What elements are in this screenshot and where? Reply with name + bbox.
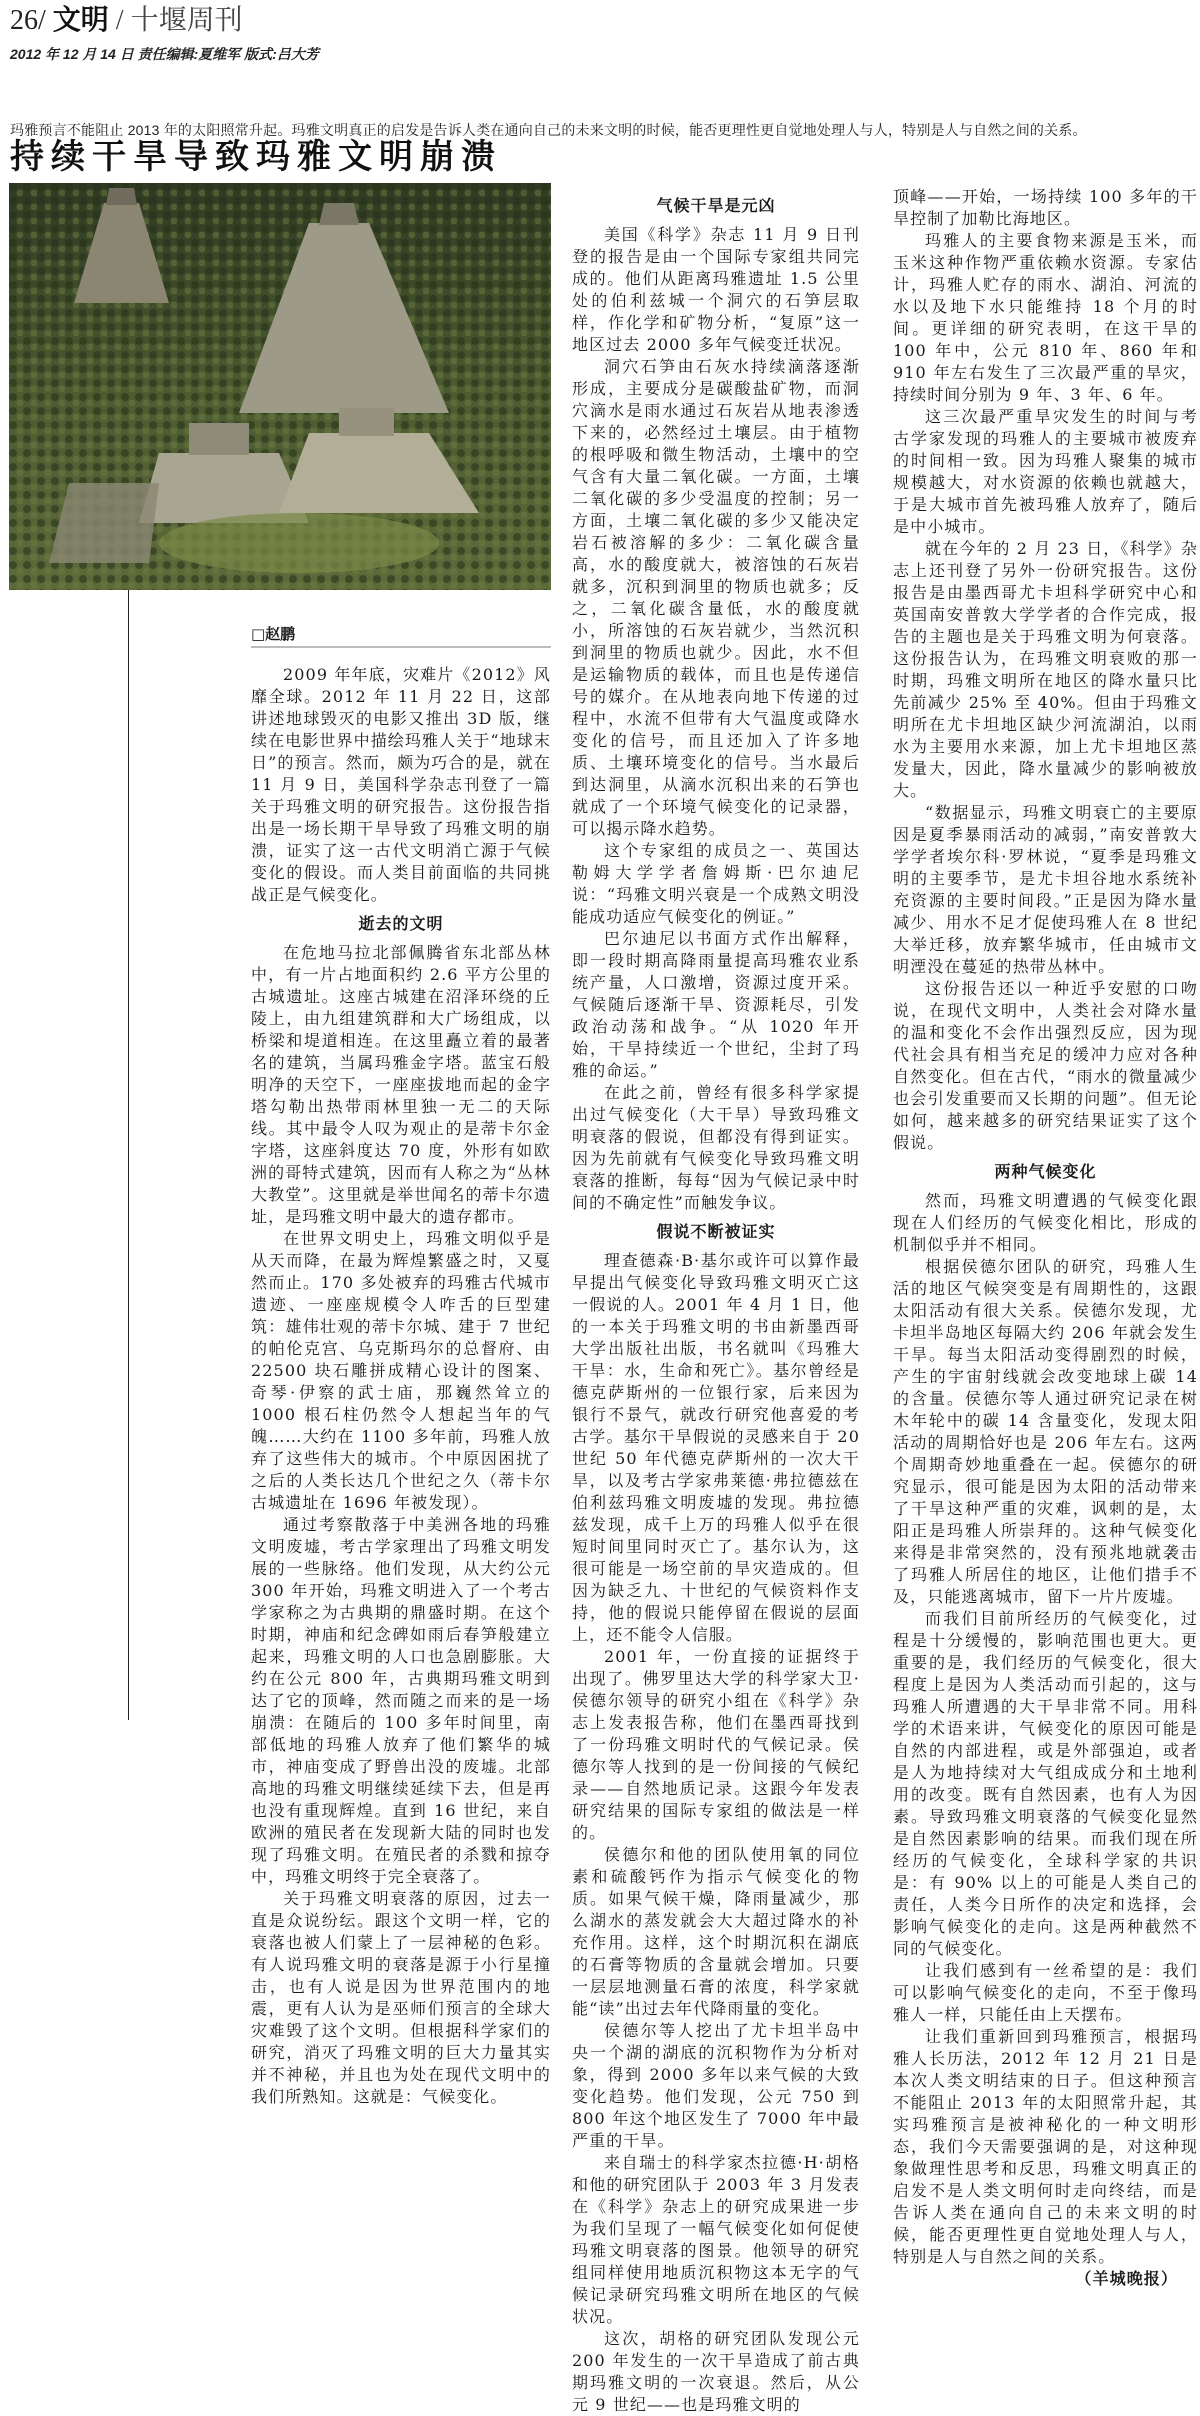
paragraph: 侯德尔和他的团队使用氧的同位素和硫酸钙作为指示气候变化的物质。如果气候干燥，降雨量减少，那么湖水的蒸发就会大大超过降水的补充作用。这样，这个时期沉积在湖底的石膏等物质的含量就会增加。只要一层层地测量石膏的浓度，科学家就能“读”出过去年代降雨量的变化。 [572,1845,860,2018]
paragraph: 美国《科学》杂志 11 月 9 日刊登的报告是由一个国际专家组共同完成的。他们从距离玛雅遗址 1.5 公里处的伯利兹城一个洞穴的石笋层取样，作化学和矿物分析，“复原”这一地区过去 2000 多年气候变迁状况。 [572,225,860,354]
article-column-3 [893,186,1198,2290]
column-divider [128,590,129,1720]
paragraph: 在世界文明史上，玛雅文明似乎是从天而降，在最为辉煌繁盛之时，又戛然而止。170 多处被弃的玛雅古代城市遗迹、一座座规模令人咋舌的巨型建筑：雄伟壮观的蒂卡尔城、建于 7 世纪的帕伦克宫、乌克斯玛尔的总督府、由 22500 块石雕拼成精心设计的图案、奇琴·伊察的武士庙，那巍然耸立的 1000 根石柱仍然令人想起当年的气魄……大约在 1100 多年前，玛雅人放弃了这些伟大的城市。个中原因困扰了之后的人类长达几个世纪之久（蒂卡尔古城遗址在 1696 年被发现）。 [251,1229,551,1512]
paragraph: 洞穴石笋由石灰水持续滴落逐渐形成，主要成分是碳酸盐矿物，而洞穴滴水是雨水通过石灰岩从地表渗透下来的，必然经过土壤层。由于植物的根呼吸和微生物活动，土壤中的空气含有大量二氧化碳。一方面，土壤二氧化碳的多少受温度的控制；另一方面，土壤二氧化碳的多少又能决定岩石被溶解的多少：二氧化碳含量高，水的酸度就大，被溶蚀的石灰岩就多，沉积到洞里的物质也就多；反之，二氧化碳含量低，水的酸度就小，所溶蚀的石灰岩就少，当然沉积到洞里的物质也就少。因此，水不但是运输物质的载体，而且也是传递信号的媒介。在从地表向地下传递的过程中，水流不但带有大气温度或降水变化的信号，而且还加入了许多地质、土壤环境变化的信号。当水最后到达洞里，从滴水沉积出来的石笋也就成了一个环境气候变化的记录器，可以揭示降水趋势。 [572,357,860,838]
paragraph: 玛雅人的主要食物来源是玉米，而玉米这种作物严重依赖水资源。专家估计，玛雅人贮存的雨水、湖泊、河流的水以及地下水只能维持 18 个月的时间。更详细的研究表明，在这干旱的 100 年中，公元 810 年、860 年和 910 年左右发生了三次最严重的旱灾，持续时间分别为 9 年、3 年、6 年。 [893,231,1198,404]
paragraph: 在此之前，曾经有很多科学家提出过气候变化（大干旱）导致玛雅文明衰落的假说，但都没有得到证实。因为先前就有气候变化导致玛雅文明衰落的推断，每每“因为气候记录中时间的不确定性”而触发争议。 [572,1083,860,1212]
section-name: 文明 [52,5,109,36]
paragraph: 侯德尔等人挖出了尤卡坦半岛中央一个湖的湖底的沉积物作为分析对象，得到 2000 多年以来气候的大致变化趋势。他们发现，公元 750 到 800 年这个地区发生了 7000 年中最严重的干旱。 [572,2021,860,2150]
paragraph: 就在今年的 2 月 23 日，《科学》杂志上还刊登了另外一份研究报告。这份报告是由墨西哥尤卡坦科学研究中心和英国南安普敦大学学者的合作完成，报告的主题也是关于玛雅文明为何衰落。这份报告认为，在玛雅文明衰败的那一时期，玛雅文明所在地区的降水量只比先前减少 25% 至 40%。但由于玛雅文明所在尤卡坦地区缺少河流湖泊，以雨水为主要用水来源，加上尤卡坦地区蒸发量大，因此，降水量减少的影响被放大。 [893,539,1198,800]
paragraph: 在危地马拉北部佩腾省东北部丛林中，有一片占地面积约 2.6 平方公里的古城遗址。这座古城建在沼泽环绕的丘陵上，由九组建筑群和大广场组成，以桥梁和堤道相连。在这里矗立着的最著名的建筑，当属玛雅金字塔。蓝宝石般明净的天空下，一座座拔地而起的金字塔勾勒出热带雨林里独一无二的天际线。其中最令人叹为观止的是蒂卡尔金字塔，这座斜度达 70 度，外形有如欧洲的哥特式建筑，因而有人称之为“丛林大教堂”。这里就是举世闻名的蒂卡尔遗址，是玛雅文明中最大的遗存都市。 [251,943,551,1226]
paragraph: 2001 年，一份直接的证据终于出现了。佛罗里达大学的科学家大卫·侯德尔领导的研究小组在《科学》杂志上发表报告称，他们在墨西哥找到了一份玛雅文明时代的气候记录。侯德尔等人找到的是一份间接的气候纪录——自然地质记录。这跟今年发表研究结果的国际专家组的做法是一样的。 [572,1647,860,1842]
header-separator: / [115,5,124,36]
paragraph: 关于玛雅文明衰落的原因，过去一直是众说纷纭。跟这个文明一样，它的衰落也被人们蒙上了一层神秘的色彩。有人说玛雅文明的衰落是源于小行星撞击，也有人说是因为世界范围内的地震，更有人认为是巫师们预言的全球大灾难毁了这个文明。但根据科学家们的研究，消灭了玛雅文明的巨大力量其实并不神秘，并且也为处在现代文明中的我们所熟知。这就是：气候变化。 [251,1889,551,2106]
paragraph: 这次，胡格的研究团队发现公元 200 年发生的一次干旱造成了前古典期玛雅文明的一次衰退。然后，从公元 9 世纪——也是玛雅文明的 [572,2329,860,2414]
section-heading: 两种气候变化 [994,1162,1097,1181]
article-source: （羊城晚报） [1075,2269,1178,2288]
section-heading: 逝去的文明 [358,914,444,933]
paragraph: 而我们目前所经历的气候变化，过程是十分缓慢的，影响范围也更大。更重要的是，我们经历的气候变化，很大程度上是因为人类活动而引起的，这与玛雅人所遭遇的大干旱非常不同。用科学的术语来讲，气候变化的原因可能是自然的内部进程，或是外部强迫，或者是人为地持续对大气组成成分和土地利用的改变。既有自然因素，也有人为因素。导致玛雅文明衰落的气候变化显然是自然因素影响的结果。而我们现在所经历的气候变化，全球科学家的共识是：有 90% 以上的可能是人类自己的责任，人类今日所作的决定和选择，会影响气候变化的走向。这是两种截然不同的气候变化。 [893,1609,1198,1958]
section-heading: 假说不断被证实 [656,1222,776,1241]
article-title: 持续干旱导致玛雅文明崩溃 [10,137,502,177]
paragraph: 这个专家组的成员之一、英国达勒姆大学学者詹姆斯·巴尔迪尼说：“玛雅文明兴衰是一个成熟文明没能成功适应气候变化的例证。” [572,841,860,926]
paragraph: 巴尔迪尼以书面方式作出解释，即一段时期高降雨量提高玛雅农业系统产量，人口激增，资源过度开采。气候随后逐渐干旱、资源耗尽，引发政治动荡和战争。“从 1020 年开始，干旱持续近一个世纪，尘封了玛雅的命运。” [572,929,860,1080]
paragraph: 2009 年年底，灾难片《2012》风靡全球。2012 年 11 月 22 日，这部讲述地球毁灭的电影又推出 3D 版，继续在电影世界中描绘玛雅人关于“地球末日”的预言。然而，颇为巧合的是，就在 11 月 9 日，美国科学杂志刊登了一篇关于玛雅文明的研究报告。这份报告指出是一场长期干旱导致了玛雅文明的崩溃，证实了这一古代文明消亡源于气候变化的假设。而人类目前面临的共同挑战正是气候变化。 [251,665,551,904]
paragraph: 这三次最严重旱灾发生的时间与考古学家发现的玛雅人的主要城市被废弃的时间相一致。因为玛雅人聚集的城市规模越大，对水资源的依赖也就越大，于是大城市首先被玛雅人放弃了，随后是中小城市。 [893,407,1198,536]
paragraph: 让我们感到有一丝希望的是：我们可以影响气候变化的走向，不至于像玛雅人一样，只能任由上天摆布。 [893,1961,1198,2024]
author-byline: □赵鹏 [251,623,551,648]
page-header [10,4,243,38]
photo-illustration [9,183,551,590]
paragraph: 然而，玛雅文明遭遇的气候变化跟现在人们经历的气候变化相比，形成的机制似乎并不相同。 [893,1191,1198,1254]
article-column-1 [251,664,551,2108]
paragraph: 让我们重新回到玛雅预言，根据玛雅人长历法，2012 年 12 月 21 日是本次人类文明结束的日子。但这种预言不能阻止 2013 年的太阳照常升起，其实玛雅预言是被神秘化的一种文明形态，我们今天需要强调的是，对这种现象做理性思考和反思，玛雅文明真正的启发不是人类文明何时走向终结，而是告诉人类在通向自己的未来文明的时候，能否更理性更自觉地处理人与人，特别是人与自然之间的关系。 [893,2027,1198,2266]
paragraph: 顶峰——开始，一场持续 100 多年的干旱控制了加勒比海地区。 [893,187,1198,228]
article-column-2 [572,188,860,2416]
paragraph: 根据侯德尔团队的研究，玛雅人生活的地区气候突变是有周期性的，这跟太阳活动有很大关系。侯德尔发现，尤卡坦半岛地区每隔大约 206 年就会发生干旱。每当太阳活动变得剧烈的时候，产生的宇宙射线就会改变地球上碳 14 的含量。侯德尔等人通过研究记录在树木年轮中的碳 14 含量变化，发现太阳活动的周期恰好也是 206 年左右。这两个周期奇妙地重叠在一起。侯德尔的研究显示，很可能是因为太阳的活动带来了干旱这种严重的灾难，讽刺的是，太阳正是玛雅人所崇拜的。这种气候变化来得是非常突然的，没有预兆地就袭击了玛雅人所居住的地区，让他们措手不及，只能逃离城市，留下一片片废墟。 [893,1257,1198,1606]
section-heading: 气候干旱是元凶 [656,196,776,215]
paragraph: 这份报告还以一种近乎安慰的口吻说，在现代文明中，人类社会对降水量的温和变化不会作出强烈反应，因为现代社会具有相当充足的缓冲力应对各种自然变化。但在古代，“雨水的微量减少也会引发重要而又长期的问题”。但无论如何，越来越多的研究结果证实了这个假说。 [893,979,1198,1152]
date-editor-line: 2012 年 12 月 14 日 责任编辑:夏维军 版式:吕大芳 [10,46,319,62]
article-subtitle: 玛雅预言不能阻止 2013 年的太阳照常升起。玛雅文明真正的启发是告诉人类在通向自己的未来文明的时候，能否更理性更自觉地处理人与人，特别是人与自然之间的关系。 [10,122,1087,138]
paragraph: 来自瑞士的科学家杰拉德·H·胡格和他的研究团队于 2003 年 3 月发表在《科学》杂志上的研究成果进一步为我们呈现了一幅气候变化如何促使玛雅文明衰落的图景。他领导的研究组同样使用地质沉积物这本无字的气候记录研究玛雅文明所在地区的气候状况。 [572,2153,860,2326]
page-number: 26/ [10,5,46,36]
paragraph: 通过考察散落于中美洲各地的玛雅文明废墟，考古学家理出了玛雅文明发展的一些脉络。他们发现，从大约公元 300 年开始，玛雅文明进入了一个考古学家称之为古典期的鼎盛时期。在这个时期，神庙和纪念碑如雨后春笋般建立起来，玛雅文明的人口也急剧膨胀。大约在公元 800 年，古典期玛雅文明到达了它的顶峰，然而随之而来的是一场崩溃：在随后的 100 多年时间里，南部低地的玛雅人放弃了他们繁华的城市，神庙变成了野兽出没的废墟。北部高地的玛雅文明继续延续下去，但是再也没有重现辉煌。直到 16 世纪，来自欧洲的殖民者在发现新大陆的同时也发现了玛雅文明。在殖民者的杀戮和掠夺中，玛雅文明终于完全衰落了。 [251,1515,551,1886]
paragraph: 理查德森·B·基尔或许可以算作最早提出气候变化导致玛雅文明灭亡这一假说的人。2001 年 4 月 1 日，他的一本关于玛雅文明的书由新墨西哥大学出版社出版，书名就叫《玛雅大干旱：水，生命和死亡》。基尔曾经是德克萨斯州的一位银行家，后来因为银行不景气，就改行研究他喜爱的考古学。基尔干旱假说的灵感来自于 20 世纪 50 年代德克萨斯州的一次大干旱，以及考古学家弗莱德·弗拉德兹在伯利兹玛雅文明废墟的发现。弗拉德兹发现，成千上万的玛雅人似乎在很短时间里同时灭亡了。基尔认为，这很可能是一场空前的旱灾造成的。但因为缺乏九、十世纪的气候资料作支持，他的假说只能停留在假说的层面上，还不能令人信服。 [572,1251,860,1644]
paragraph: “数据显示，玛雅文明衰亡的主要原因是夏季暴雨活动的减弱，”南安普敦大学学者埃尔科·罗林说，“夏季是玛雅文明的主要季节，是尤卡坦谷地水系统补充资源的主要时间段。”正是因为降水量减少、用水不足才促使玛雅人在 8 世纪大举迁移，放弃繁华城市，任由城市文明湮没在蔓延的热带丛林中。 [893,803,1198,976]
publication-name: 十堰周刊 [130,5,243,36]
mayan-ruins-photo [9,183,551,590]
